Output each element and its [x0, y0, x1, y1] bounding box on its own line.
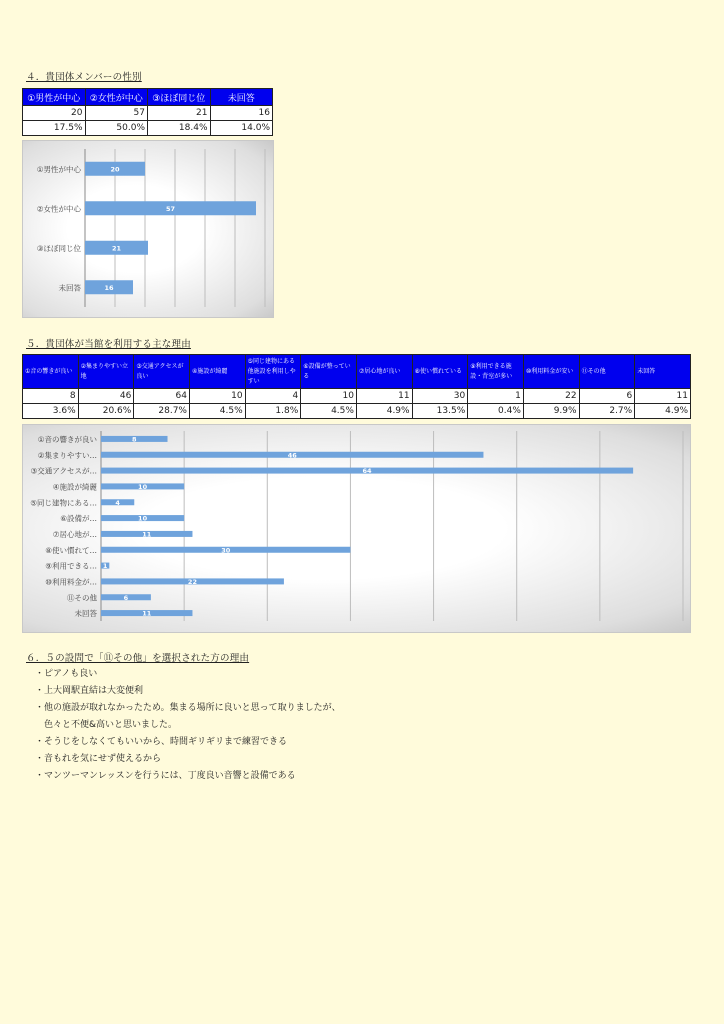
data-label: 30: [221, 546, 231, 555]
list-item: 色々と不便&高いと思いました。: [35, 720, 178, 730]
reason-count-cell: 22: [523, 389, 579, 404]
section6-heading: ６．５の設問で「⑪その他」を選択された方の理由: [26, 653, 250, 664]
reason-percent-cell: 2.7%: [579, 404, 635, 419]
reason-header-cell: ⑩利用料金が安い: [523, 355, 579, 389]
data-label: 46: [287, 451, 297, 460]
reason-header-cell: ⑨利用できる施設・背室が多い: [468, 355, 524, 389]
data-label: 21: [111, 244, 122, 253]
reason-percent-cell: 20.6%: [78, 404, 134, 419]
category-label: ③ほぼ同じ位: [36, 243, 81, 253]
category-label: ②集まりやすい…: [37, 450, 97, 460]
gender-table: [22, 88, 273, 136]
gender-header-cell: ③ほぼ同じ位: [148, 89, 211, 106]
category-label: ⑤同じ建物にある…: [30, 498, 97, 508]
reason-header-cell: ⑥設備が整っている: [301, 355, 357, 389]
data-label: 22: [187, 577, 197, 586]
list-item: ・音もれを気にせず使えるから: [35, 754, 162, 764]
reason-percent-cell: 1.8%: [245, 404, 301, 419]
reason-header-cell: ③交通アクセスが良い: [134, 355, 190, 389]
reason-count-cell: 4: [245, 389, 301, 404]
reason-count-cell: 6: [579, 389, 635, 404]
data-label: 6: [123, 593, 129, 602]
reason-header-cell: 未回答: [635, 355, 691, 389]
category-label: 未回答: [74, 609, 97, 619]
section4-heading: ４．貴団体メンバーの性別: [26, 72, 142, 83]
reason-percent-cell: 13.5%: [412, 404, 468, 419]
list-item: ・そうじをしなくてもいいから、時間ギリギリまで練習できる: [35, 737, 288, 747]
reason-count-cell: 11: [635, 389, 691, 404]
category-label: ⑨利用できる…: [45, 561, 97, 571]
reason-count-cell: 8: [23, 389, 79, 404]
reason-count-cell: 11: [356, 389, 412, 404]
reason-count-cell: 46: [78, 389, 134, 404]
reason-percent-cell: 0.4%: [468, 404, 524, 419]
data-label: 57: [165, 204, 176, 213]
data-label: 1: [102, 562, 108, 571]
list-item: ・マンツーマンレッスンを行うには、丁度良い音響と設備である: [35, 771, 296, 781]
reason-header-cell: ⑪その他: [579, 355, 635, 389]
reason-percent-cell: 4.5%: [189, 404, 245, 419]
data-label: 20: [110, 165, 120, 174]
reason-percent-cell: 3.6%: [23, 404, 79, 419]
category-label: 未回答: [58, 283, 81, 293]
category-label: ①男性が中心: [36, 164, 81, 174]
reason-header-cell: ④施設が綺麗: [189, 355, 245, 389]
data-label: 64: [362, 467, 372, 476]
reason-percent-cell: 9.9%: [523, 404, 579, 419]
gender-header-cell: 未回答: [210, 89, 273, 106]
reason-header-cell: ⑧使い慣れている: [412, 355, 468, 389]
reason-count-cell: 10: [301, 389, 357, 404]
reason-header-cell: ②集まりやすい立地: [78, 355, 134, 389]
reasons-chart-svg: [23, 425, 690, 632]
gender-percent-cell: 17.5%: [23, 121, 86, 136]
data-label: 11: [142, 609, 152, 618]
data-label: 4: [115, 498, 120, 507]
list-item: ・上大岡駅直結は大変便利: [35, 686, 144, 696]
category-label: ⑥設備が…: [60, 514, 97, 524]
gender-count-cell: 57: [85, 106, 148, 121]
category-label: ⑪その他: [67, 593, 97, 603]
gender-count-cell: 16: [210, 106, 273, 121]
gender-percent-cell: 14.0%: [210, 121, 273, 136]
reasons-table: [22, 354, 691, 419]
data-label: 10: [138, 482, 148, 491]
reason-percent-cell: 4.5%: [301, 404, 357, 419]
category-label: ④施設が綺麗: [52, 482, 97, 492]
category-label: ⑦居心地が…: [52, 529, 97, 539]
category-label: ⑧使い慣れて…: [45, 545, 97, 555]
gender-percent-cell: 50.0%: [85, 121, 148, 136]
reason-percent-cell: 4.9%: [356, 404, 412, 419]
data-label: 16: [104, 283, 114, 292]
reason-count-cell: 30: [412, 389, 468, 404]
gender-header-cell: ①男性が中心: [23, 89, 86, 106]
gender-percent-cell: 18.4%: [148, 121, 211, 136]
list-item: ・ピアノも良い: [35, 669, 98, 679]
category-label: ②女性が中心: [36, 204, 81, 214]
reason-percent-cell: 28.7%: [134, 404, 190, 419]
gender-chart: [22, 140, 274, 318]
gender-header-cell: ②女性が中心: [85, 89, 148, 106]
data-label: 11: [142, 530, 152, 539]
gender-count-cell: 21: [148, 106, 211, 121]
category-label: ⑩利用料金が…: [45, 577, 97, 587]
other-reasons-list: [35, 666, 341, 785]
reason-header-cell: ①音の響きが良い: [23, 355, 79, 389]
list-item: ・他の施設が取れなかったため。集まる場所に良いと思って取りましたが、: [35, 703, 341, 713]
gender-count-cell: 20: [23, 106, 86, 121]
category-label: ①音の響きが良い: [37, 434, 97, 444]
data-label: 10: [138, 514, 148, 523]
section5-heading: ５．貴団体が当館を利用する主な理由: [26, 339, 191, 350]
reason-count-cell: 64: [134, 389, 190, 404]
data-label: 8: [131, 435, 137, 444]
reason-header-cell: ⑦居心地が良い: [356, 355, 412, 389]
reasons-chart: [22, 424, 691, 633]
reason-count-cell: 1: [468, 389, 524, 404]
reason-count-cell: 10: [189, 389, 245, 404]
gender-chart-svg: [23, 141, 273, 317]
reason-header-cell: ⑤同じ建物にある他施設を利用しやすい: [245, 355, 301, 389]
category-label: ③交通アクセスが…: [30, 466, 97, 476]
reason-percent-cell: 4.9%: [635, 404, 691, 419]
